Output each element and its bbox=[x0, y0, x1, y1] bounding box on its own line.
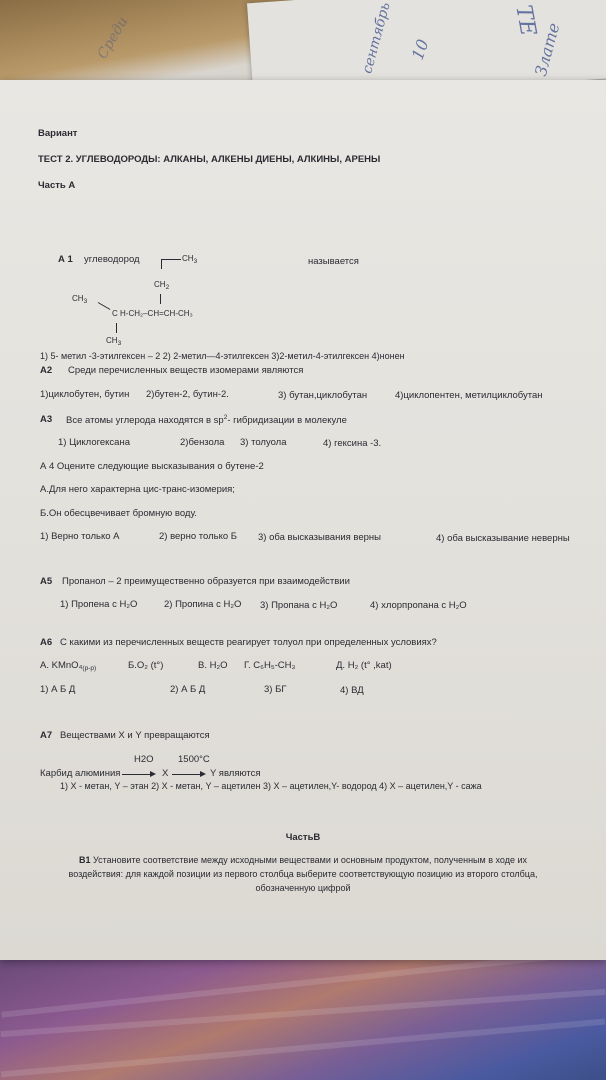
reagent-option: Д. H₂ (t° ,kat) bbox=[336, 660, 392, 671]
question-text: Пропанол – 2 преимущественно образуется при взаимодействии bbox=[62, 576, 350, 587]
b1-text-line: воздействия: для каждой позиции из первого столбца выберите соответствующую позицию из второго столбца, bbox=[68, 869, 538, 879]
answer-option: 2)бензола bbox=[180, 437, 225, 448]
answer-option: 3) Пропана с H₂O bbox=[260, 600, 338, 611]
reagent-option: В. H₂O bbox=[198, 660, 228, 671]
reaction-product: Y являются bbox=[210, 768, 261, 779]
statement-b: Б.Он обесцвечивает бромную воду. bbox=[40, 508, 197, 519]
formula-group: $CH_2$ bbox=[154, 280, 170, 291]
reagent-option: Г. C₆H₅-CH₃ bbox=[244, 660, 296, 671]
answer-options: 1) X - метан, Y – этан 2) X - метан, Y – ацетилен 3) X – ацетилен,Y- водород 4) X – ацетилен,Y - сажа bbox=[60, 781, 482, 791]
question-label: А7 bbox=[40, 730, 53, 741]
answer-options: 1) 5- метил -3-этилгексен – 2 2) 2-метил—4-этилгексен 3)2-метил-4-этилгексен 4)нонен bbox=[40, 351, 405, 361]
question-text: Среди перечисленных веществ изомерами являются bbox=[68, 365, 304, 376]
background-scribble: Злате bbox=[530, 20, 564, 79]
test-sheet bbox=[0, 80, 606, 960]
background-scribble: сентябрь bbox=[359, 0, 394, 76]
answer-option: 1) Верно только А bbox=[40, 531, 120, 542]
answer-option: 4) оба высказывание неверны bbox=[436, 533, 570, 544]
part-a-title: Часть А bbox=[38, 180, 76, 191]
formula-group: $CH_3$ bbox=[182, 254, 198, 265]
formula-main-chain: C H-CH₂–CH=CH-CH₃ bbox=[112, 309, 193, 318]
variant-label: Вариант bbox=[38, 128, 78, 139]
question-label: А5 bbox=[40, 576, 53, 587]
question-label: А6 bbox=[40, 637, 53, 648]
answer-option: 2) Пропина с H₂O bbox=[164, 599, 242, 610]
answer-option: 1) Пропена с H₂O bbox=[60, 599, 138, 610]
reagent-option: А. $KMnO_4_{(р-р)}$ bbox=[40, 660, 97, 672]
question-text: А 4 Оцените следующие высказывания о бутене-2 bbox=[40, 461, 264, 472]
answer-option: 3) бутан,циклобутан bbox=[278, 390, 368, 401]
question-text: С какими из перечисленных веществ реагирует толуол при определенных условиях? bbox=[60, 637, 437, 648]
answer-option: 1) А Б Д bbox=[40, 684, 76, 695]
test-title: ТЕСТ 2. УГЛЕВОДОРОДЫ: АЛКАНЫ, АЛКЕНЫ ДИЕНЫ, АЛКИНЫ, АРЕНЫ bbox=[38, 154, 381, 165]
background-scribble: ТЕ bbox=[510, 3, 541, 38]
answer-option: 4) гексина -3. bbox=[323, 438, 382, 449]
formula-group: $CH_3$ bbox=[72, 294, 88, 305]
answer-option: 4) хлорпропана с H₂O bbox=[370, 600, 467, 611]
reaction-condition: 1500°C bbox=[178, 754, 210, 765]
reaction-intermediate: X bbox=[162, 768, 169, 779]
arrow-head-icon bbox=[200, 771, 206, 777]
answer-option: 3) оба высказывания верны bbox=[258, 532, 382, 543]
reaction-reagent: H2O bbox=[134, 754, 154, 765]
b1-text-line: В1 Установите соответствие между исходными веществами и основным продуктом, полученным в ходе их bbox=[79, 855, 527, 865]
question-text: Веществами X и Y превращаются bbox=[60, 730, 210, 741]
part-b-title: ЧастьВ bbox=[285, 832, 321, 843]
question-text: Все атомы углерода находятся в $sp^2-$ гибридизации в молекуле bbox=[66, 414, 347, 426]
answer-option: 1)циклобутен, бутин bbox=[40, 389, 130, 400]
background-scribble: Среди bbox=[94, 14, 132, 62]
question-text: называется bbox=[308, 256, 359, 267]
answer-option: 1) Циклогексана bbox=[58, 437, 130, 448]
answer-option: 4) ВД bbox=[340, 685, 364, 696]
background-scribble: 10 bbox=[407, 36, 433, 63]
reaction-arrow bbox=[122, 774, 152, 775]
statement-a: А.Для него характерна цис-транс-изомерия; bbox=[40, 484, 235, 495]
arrow-head-icon bbox=[150, 771, 156, 777]
question-label: А3 bbox=[40, 414, 53, 425]
answer-option: 3) БГ bbox=[264, 684, 287, 695]
b1-text-line: обозначенную цифрой bbox=[255, 883, 351, 893]
formula-group: $CH_3$ bbox=[106, 336, 122, 347]
reagent-option: Б.O₂ (t°) bbox=[128, 660, 164, 671]
fabric-background-bottom bbox=[0, 960, 606, 1080]
question-text: углеводород bbox=[84, 254, 140, 265]
question-label: А2 bbox=[40, 365, 53, 376]
answer-option: 2) А Б Д bbox=[170, 684, 206, 695]
answer-option: 2)бутен-2, бутин-2. bbox=[146, 389, 229, 400]
reaction-arrow bbox=[172, 774, 202, 775]
reaction-reactant: Карбид алюминия bbox=[40, 768, 121, 779]
answer-option: 2) верно только Б bbox=[159, 531, 237, 542]
question-label: А 1 bbox=[58, 254, 73, 265]
answer-option: 4)циклопентен, метилциклобутан bbox=[395, 390, 543, 401]
answer-option: 3) толуола bbox=[240, 437, 287, 448]
